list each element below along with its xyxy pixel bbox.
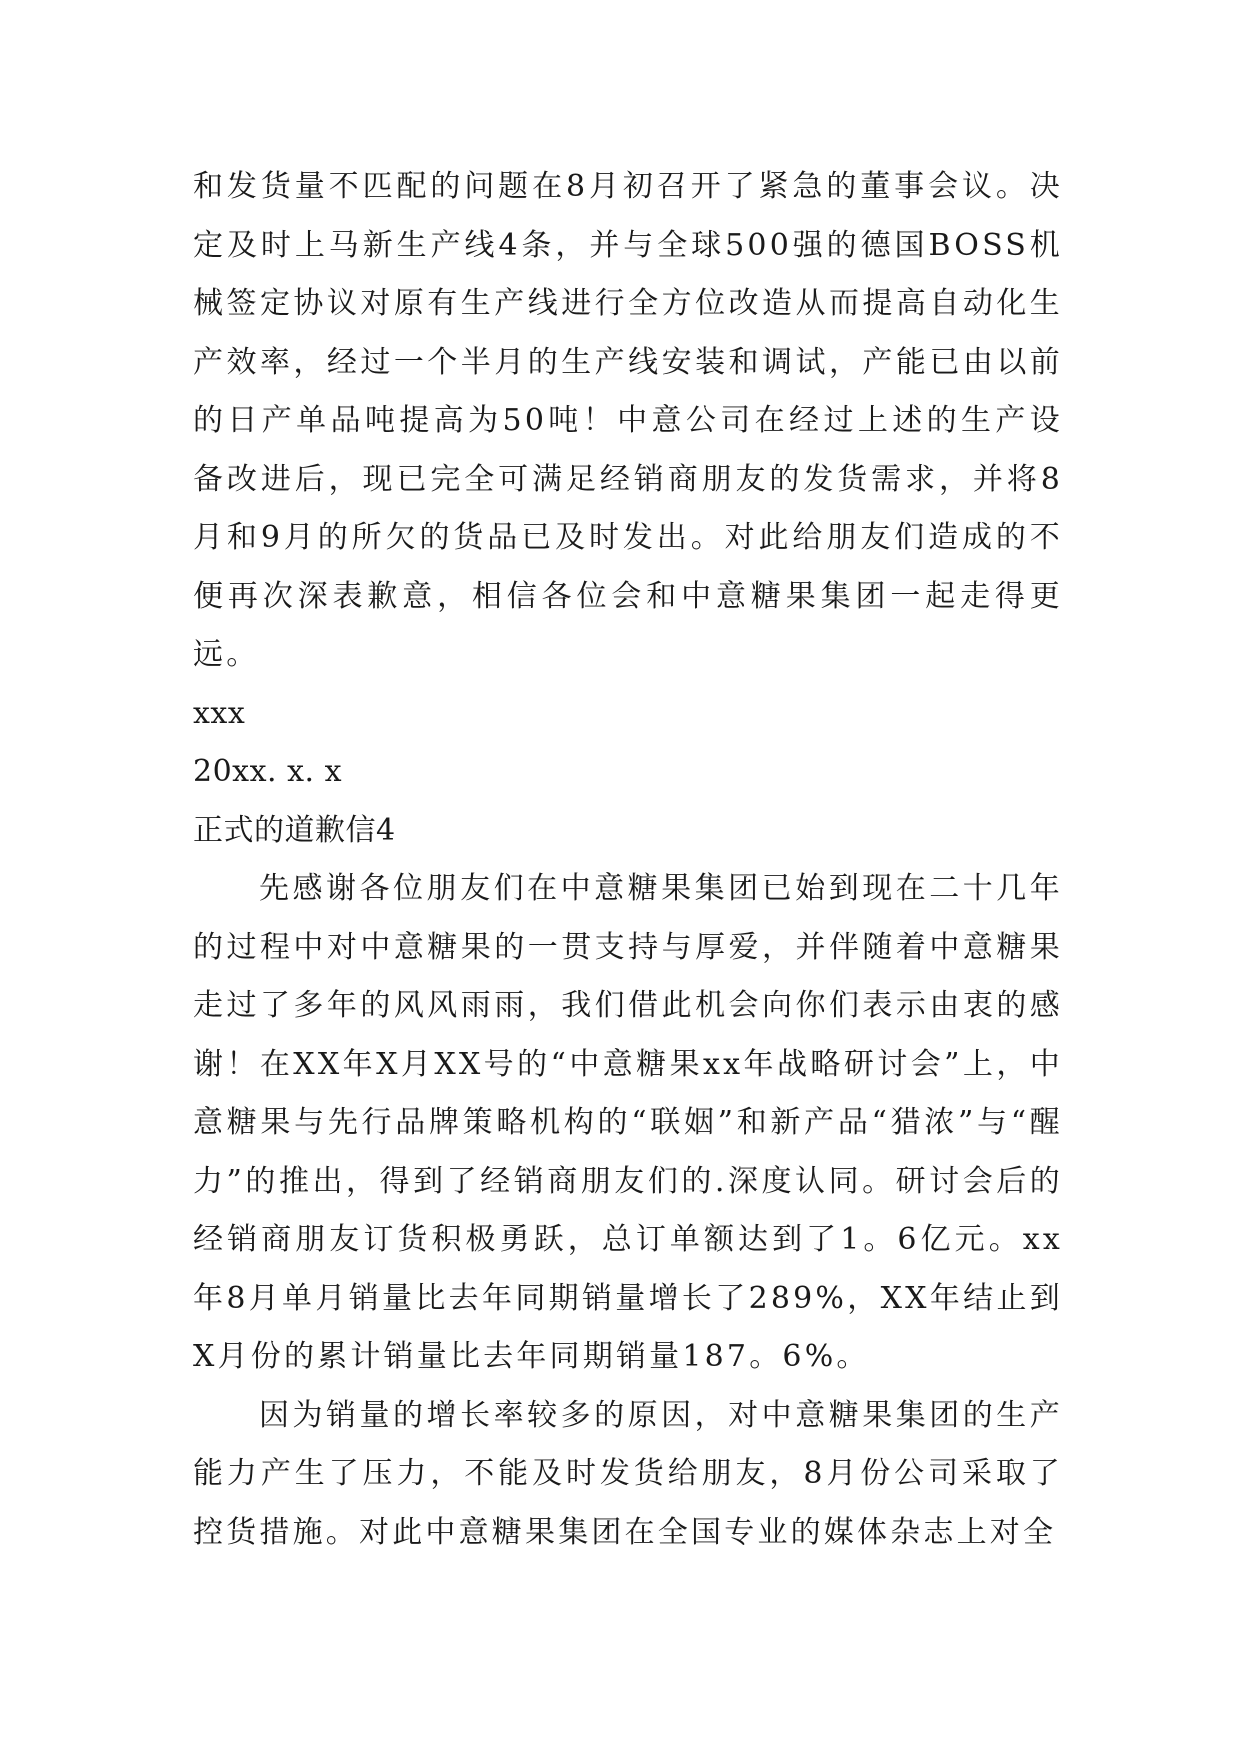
paragraph-2: 因为销量的增长率较多的原因，对中意糖果集团的生产能力产生了压力，不能及时发货给朋友，8月份公司采取了控货措施。对此中意糖果集团在全国专业的媒体杂志上对全 <box>193 1397 1063 1550</box>
paragraph-1: 先感谢各位朋友们在中意糖果集团已始到现在二十几年的过程中对中意糖果的一贯支持与厚爱，并伴随着中意糖果走过了多年的风风雨雨，我们借此机会向你们表示由衷的感谢！在XX年X月XX号的“中意糖果xx年战略研讨会”上，中意糖果与先行品牌策略机构的“联姻”和新产品“猎浓”与“醒力”的推出，得到了经销商朋友们的.深度认同。研讨会后的经销商朋友订货积极勇跃，总订单额达到了1。6亿元。xx年8月单月销量比去年同期销量增长了289%，XX年结止到X月份的累计销量比去年同期销量187。6%。 <box>193 871 1063 1374</box>
document-body <box>193 158 1063 1562</box>
paragraph-continued: 和发货量不匹配的问题在8月初召开了紧急的董事会议。决定及时上马新生产线4条，并与全球500强的德国BOSS机械签定协议对原有生产线进行全方位改造从而提高自动化生产效率，经过一个半月的生产线安装和调试，产能已由以前的日产单品吨提高为50吨！中意公司在经过上述的生产设备改进后，现已完全可满足经销商朋友的发货需求，并将8月和9月的所欠的货品已及时发出。对此给朋友们造成的不便再次深表歉意，相信各位会和中意糖果集团一起走得更远。 <box>193 169 1063 672</box>
date: 20xx. x. x <box>193 754 342 789</box>
section-title: 正式的道歉信4 <box>193 812 396 848</box>
signature: xxx <box>193 695 246 731</box>
